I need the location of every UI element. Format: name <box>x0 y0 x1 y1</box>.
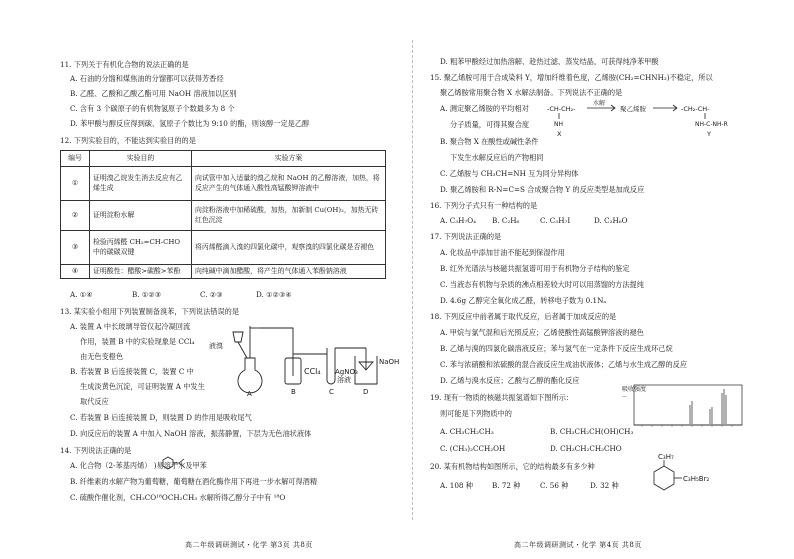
table-row <box>61 231 386 265</box>
q16-option-d: D. C₂H₆O <box>594 216 628 225</box>
q18-option-a: A. 甲烷与氯气混和后光照反应；乙烯使酸性高锰酸钾溶液的褪色 <box>440 328 644 337</box>
q14-option-b: B. 纤维素的水解产物为葡萄糖，葡萄糖在酒化酶作用下再进一步水解可得酒精 <box>70 477 318 486</box>
label-b: B <box>291 388 296 396</box>
row-plan: 将丙烯醛滴入溴的四氯化碳中，观察溴的四氯化碳是否褪色 <box>192 231 386 265</box>
header-number: 编号 <box>61 151 90 167</box>
label-y: Y <box>707 130 711 138</box>
svg-text:NH-C-NH-R: NH-C-NH-R <box>695 121 728 128</box>
q12-option-d: D. ①②③④ <box>256 290 292 299</box>
label-ccl4: CCl₄ <box>304 367 321 376</box>
q18-stem: 18. 下列反应中前者属于取代反应，后者属于加成反应的是 <box>430 312 617 321</box>
header-plan: 实验方案 <box>192 151 386 167</box>
q11-stem: 11. 下列关于有机化合物的说法正确的是 <box>60 60 189 69</box>
q19-stem: 19. 现有一物质的核磁共振氢谱如下图所示： <box>430 393 574 402</box>
q15-option-a-line1: A. 测定聚乙烯胺的平均相对 <box>440 104 529 113</box>
row-number: ② <box>61 201 90 231</box>
label-d: D <box>363 388 369 396</box>
table-header-row <box>61 151 386 167</box>
svg-text:NH: NH <box>554 121 563 128</box>
q11-option-a: A. 石油的分馏和煤焦油的分馏都可以获得芳香烃 <box>70 74 224 83</box>
table-row <box>61 265 386 279</box>
label-x: X <box>557 130 562 138</box>
label-hydrolysis: 水解 <box>593 100 606 107</box>
label-agno3-solution: 溶液 <box>337 376 351 384</box>
q18-option-b: B. 乙烯与溴的四氯化碳溶液反应；苯与氢气在一定条件下反应生成环己烷 <box>440 344 673 353</box>
q13-option-a-line3: 由无色变橙色 <box>80 352 124 361</box>
q20-option-b: B. 72 种 <box>492 481 521 490</box>
row-aim: 证明溴乙烷发生消去反应有乙烯生成 <box>90 167 192 201</box>
q18-option-d: D. 乙烯与溴水反应；乙酸与乙醇的酯化反应 <box>440 376 580 385</box>
q13-stem: 13. 某实验小组用下列装置制备溴苯，下列说法错误的是 <box>60 307 240 316</box>
q17-option-b: B. 红外光谱法与核磁共振氢谱可用于有机物分子结构的鉴定 <box>440 264 630 273</box>
svg-text:-CH₂-CH-: -CH₂-CH- <box>681 105 710 113</box>
row-aim: 证明酸性：醋酸>碳酸>苯酚 <box>90 265 192 279</box>
q17-option-d: D. 4.6g 乙醇完全氧化成乙醛，转移电子数为 0.1Nₐ <box>440 296 607 305</box>
q20-option-a: A. 108 种 <box>440 481 473 490</box>
q19-option-d: D. CH₃CH₂CH₂CHO <box>550 444 622 453</box>
q13-option-b-line1: B. 若装置 B 后连接装置 C，装置 C 中 <box>70 367 194 376</box>
row-plan: 向纯碱中滴加醋酸，将产生的气体通入苯酚钠溶液 <box>192 265 386 279</box>
table-row <box>61 201 386 231</box>
q11-option-d: D. 苯甲酸与醇反应得到碳、氢原子个数比为 9:10 的酯，则该醇一定是乙醇 <box>70 119 310 128</box>
q13-option-b-line3: 取代反应 <box>80 397 109 406</box>
q15-option-a-line2: 分子质量，可得其聚合度 <box>450 120 530 129</box>
q12-option-c: C. ②③ <box>200 290 223 299</box>
q20-structure <box>650 452 720 496</box>
q12-stem: 12. 下列实验目的，不能达到实验目的的是 <box>60 136 196 145</box>
q13-option-c: C. 若装置 B 后连接装置 D，则装置 D 的作用是吸收尾气 <box>70 413 252 422</box>
q16-option-c: C. C₃H₇I <box>540 216 571 225</box>
q12-table <box>60 150 386 279</box>
test-tube-c <box>327 348 335 384</box>
q16-option-a: A. C₃H₇O₄ <box>440 216 477 225</box>
q15-option-d: D. 聚乙烯胺和 R-N=C=S 合成聚合物 Y 的反应类型是加成反应 <box>440 185 645 194</box>
polymer-scheme <box>545 98 760 138</box>
q19-stem-line2: 则可能是下列物质中的 <box>440 409 512 418</box>
q15-option-c: C. 乙烯胺与 CH₃CH=NH 互为同分异构体 <box>440 169 579 178</box>
q20-stem: 20. 某有机物结构如图所示，它的结构最多有多少种 <box>430 462 595 471</box>
column-divider <box>412 40 413 520</box>
q15-stem: 15. 聚乙烯胺可用于合成染料 Y，增加纤维着色度，乙烯胺(CH₂=CHNH₂)不稳定，所以 <box>430 73 713 82</box>
q17-stem: 17. 下列说法正确的是 <box>430 232 502 241</box>
q14-option-d: D. 粗苯甲酸经过加热溶解、趁热过滤、蒸发结晶，可获得纯净苯甲酸 <box>440 57 659 66</box>
apparatus-diagram <box>205 318 400 398</box>
q12-option-a: A. ①④ <box>70 290 93 299</box>
q20-option-c: C. 56 种 <box>540 481 569 490</box>
header-aim: 实验目的 <box>90 151 192 167</box>
flask-a <box>238 358 262 393</box>
q14-option-c: C. 硫酸作催化剂，CH₃CO¹⁸OCH₂CH₃ 水解所得乙醇分子中有 ¹⁸O <box>70 493 286 502</box>
q13-option-d: D. 向反应后的装置 A 中加入 NaOH 溶液，振荡静置，下层为无色油状液体 <box>70 429 312 438</box>
label-c: C <box>329 388 334 396</box>
table-row <box>61 167 386 201</box>
row-number: ④ <box>61 265 90 279</box>
q13-option-a-line2: 作用，装置 B 中的实验现象是 CCl₄ <box>80 337 195 346</box>
row-plan: 向试管中加入适量的溴乙烷和 NaOH 的乙醇溶液，加热，将反应产生的气体通入酸性高锰酸钾溶液中 <box>192 167 386 201</box>
q13-option-b-line2: 生成淡黄色沉淀，可证明装置 A 中发生 <box>80 382 205 391</box>
q19-option-a: A. CH₃CH₂CH₃ <box>440 427 494 436</box>
q14-option-a: A. 化合物（2-苯基丙烯） )易溶于水及甲苯 <box>70 461 207 470</box>
svg-text:—: — <box>622 394 627 400</box>
nmr-spectrum <box>622 383 747 435</box>
q15-option-b-line1: B. 聚合物 X 在酸性或碱性条件 <box>440 137 539 146</box>
footer-left: 高二年级调研测试・化学 第3页 共8页 <box>185 541 313 549</box>
q12-option-b: B. ①②③ <box>132 290 162 299</box>
label-a: A <box>247 390 252 398</box>
row-aim: 检验丙烯醛 CH₂=CH-CHO 中的碳碳双键 <box>90 231 192 265</box>
styrene-structure <box>162 456 188 470</box>
footer-right: 高二年级调研测试・化学 第4页 共8页 <box>514 541 642 549</box>
label-naoh: NaOH <box>379 358 400 366</box>
row-number: ③ <box>61 231 90 265</box>
nmr-y-label: 吸收强度 <box>622 386 647 393</box>
row-number: ① <box>61 167 90 201</box>
svg-text:-CH-CH₂-: -CH-CH₂- <box>547 105 576 113</box>
q14-stem: 14. 下列说法正确的是 <box>60 446 132 455</box>
row-aim: 证明淀粉水解 <box>90 201 192 231</box>
q17-option-c: C. 当液态有机物与杂质的沸点相差较大时可以用蒸馏的方法提纯 <box>440 280 644 289</box>
label-product: 聚乙烯胺 <box>620 105 646 113</box>
q16-stem: 16. 下列分子式只有一种结构的是 <box>430 201 538 210</box>
q20-option-d: D. 32 种 <box>590 481 619 490</box>
q15-stem-line2: 聚乙烯胺常用聚合物 X 水解法制备。下列说法不正确的是 <box>440 88 623 97</box>
q16-option-b: B. C₂H₆ <box>492 216 520 225</box>
q13-option-a-line1: A. 装置 A 中长玻璃导管仅起冷凝回流 <box>70 322 191 331</box>
q19-option-c: C. (CH₃)₂CCH₂OH <box>440 444 506 453</box>
substituent-1: C₃H₇ <box>658 453 674 461</box>
q19-option-b: B. CH₃CH₂CH(OH)CH₃ <box>550 427 634 436</box>
label-liquid-bromine: 液溴 <box>209 342 223 350</box>
label-agno3: AgNO₃ <box>335 368 358 376</box>
q11-option-b: B. 乙醛、乙酸和乙酸乙酯可用 NaOH 溶液加以区别 <box>70 89 237 98</box>
q17-option-a: A. 化妆品中添加甘油不能起到保湿作用 <box>440 248 565 257</box>
q15-option-b-line2: 下发生水解反应后的产物相同 <box>450 153 544 162</box>
row-plan: 向淀粉溶液中加稀硫酸，加热，加新制 Cu(OH)₂，加热无砖红色沉淀 <box>192 201 386 231</box>
q18-option-c: C. 苯与浓硝酸和浓硫酸的混合液反应生成油状液体；乙烯与水生成乙醇的反应 <box>440 360 688 369</box>
q11-option-c: C. 含有 3 个碳原子的有机物氢原子个数最多为 8 个 <box>70 104 235 113</box>
substituent-2: C₃H₅Br₂ <box>683 475 710 483</box>
